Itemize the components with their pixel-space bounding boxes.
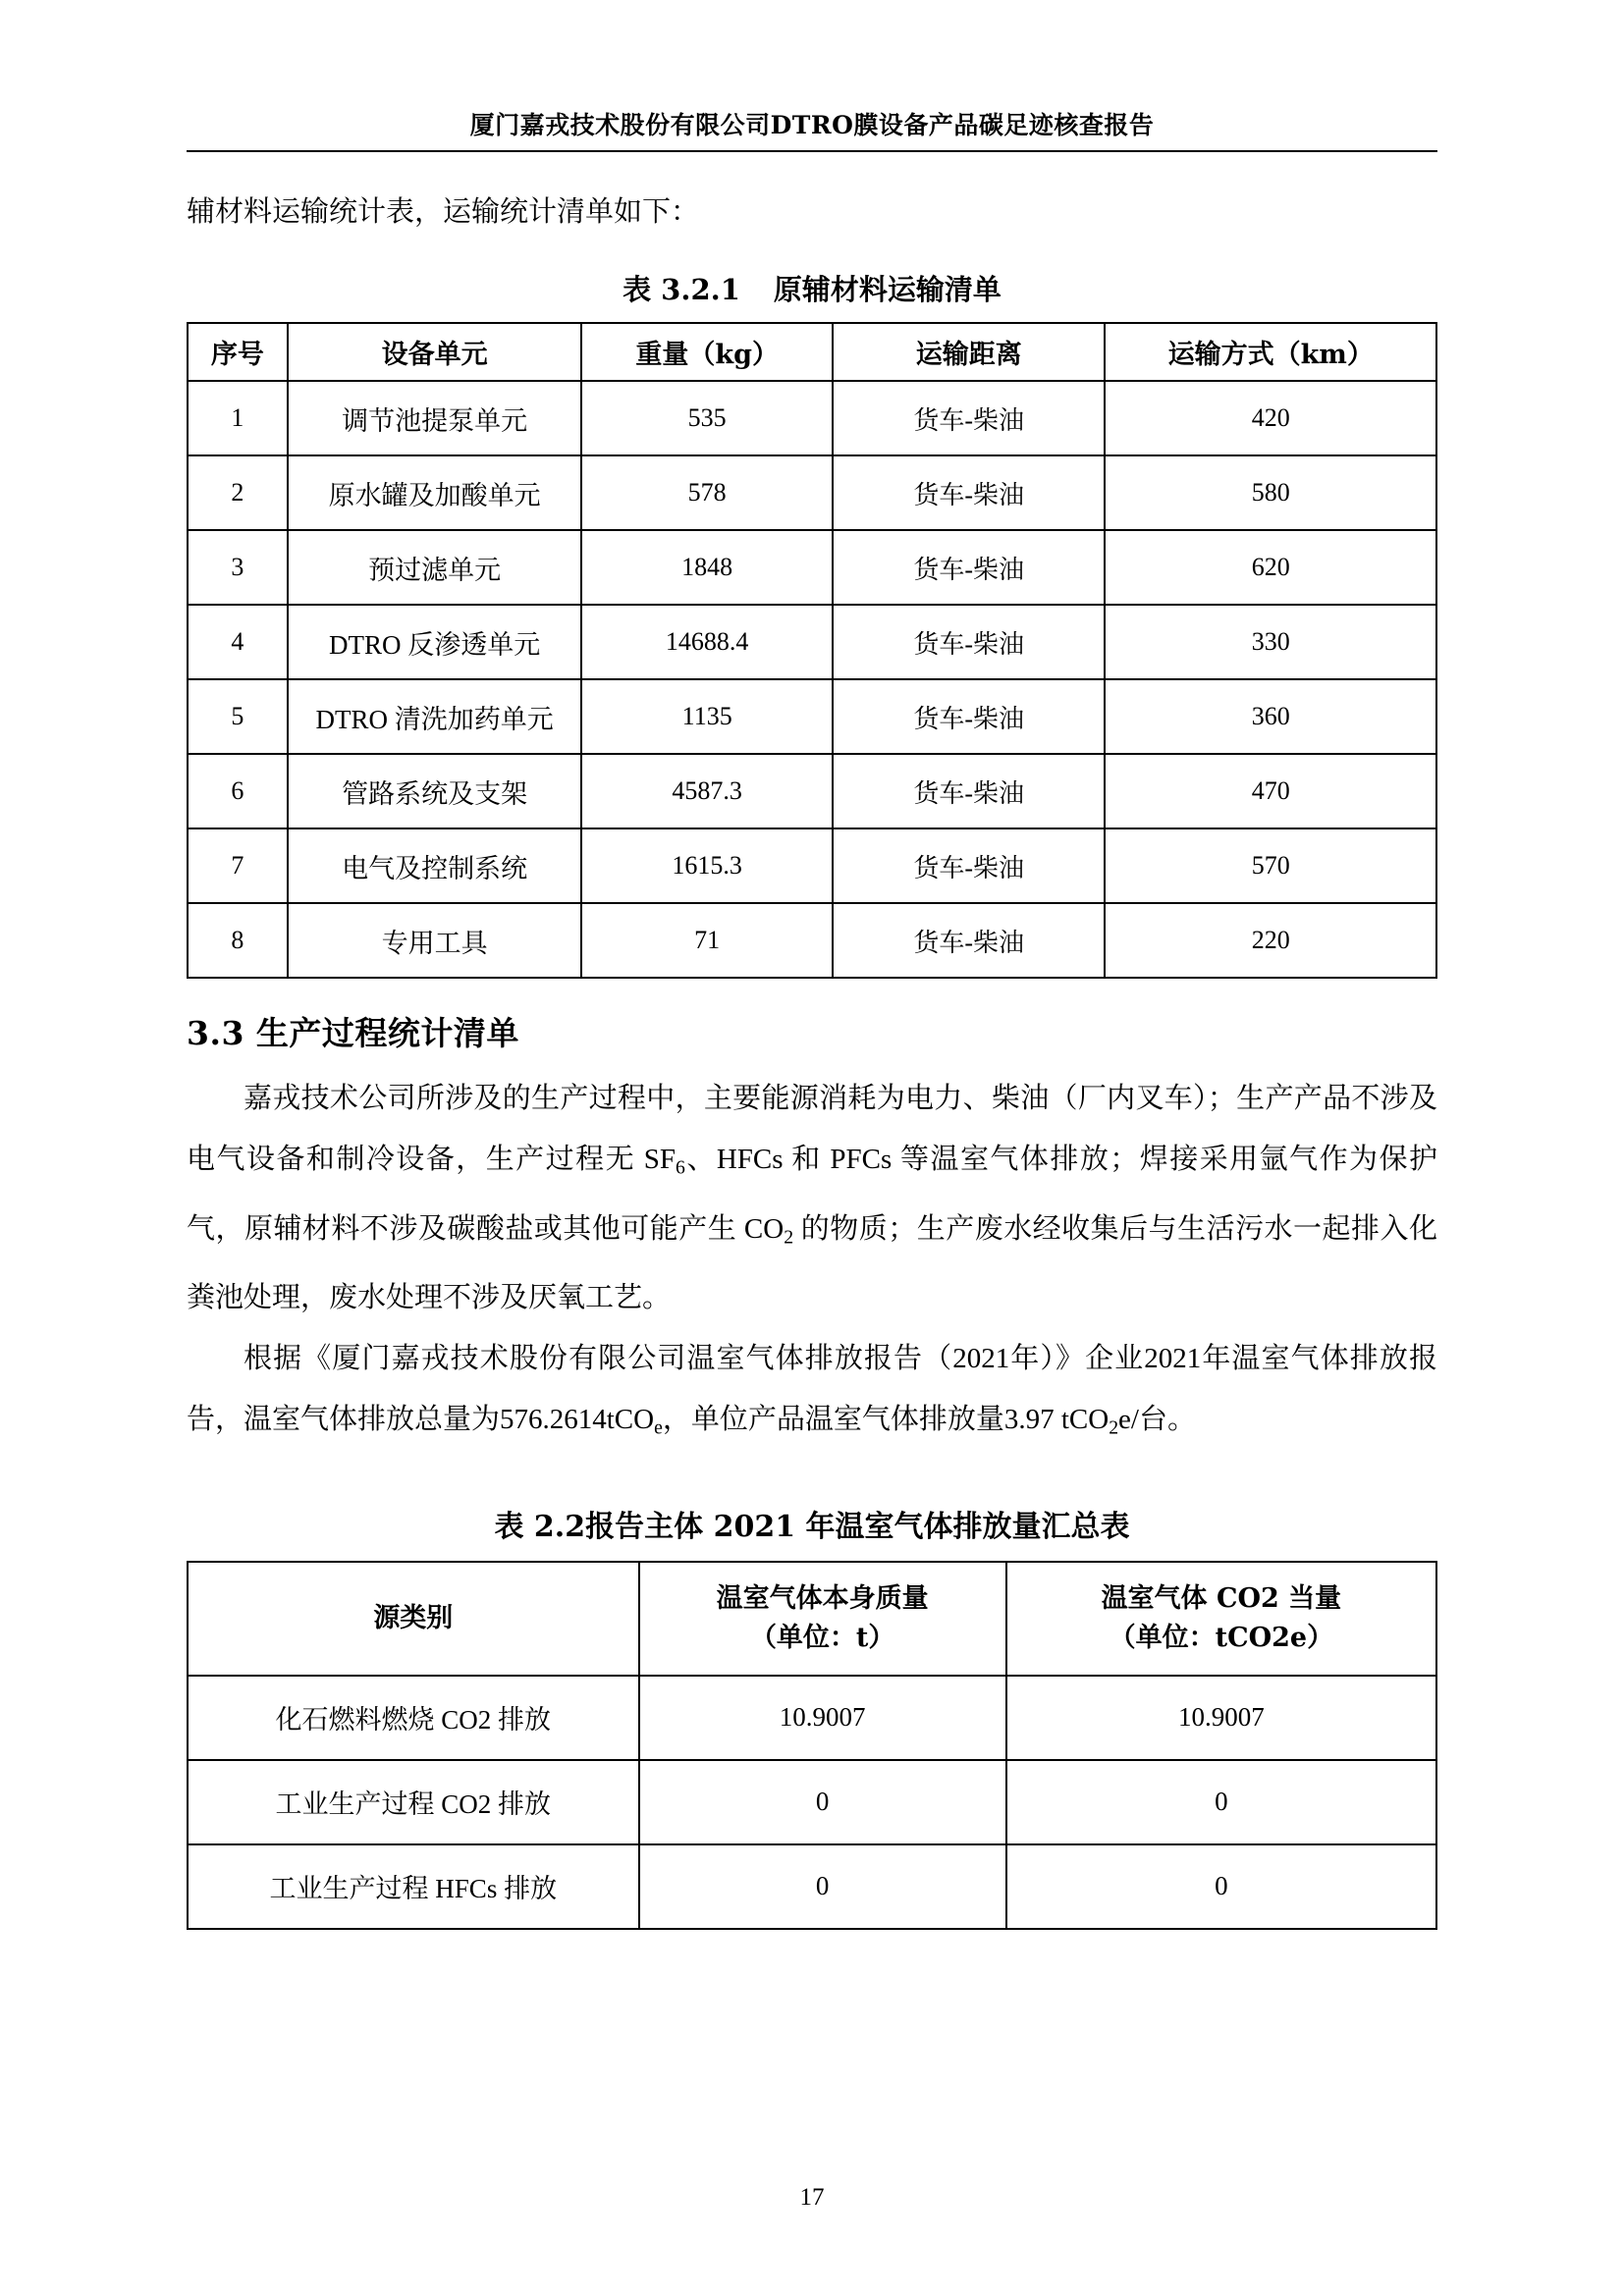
para1-part-b: 、HFCs 和 PFCs 等温室气体排放；焊接采用氩气作为保护气，原辅材料不涉及碳酸盐或其他可能产生 CO	[187, 1144, 1437, 1245]
cell-unit: DTRO 反渗透单元	[288, 605, 582, 679]
cell-weight: 14688.4	[581, 605, 833, 679]
cell-unit: 专用工具	[288, 903, 582, 978]
table-row	[188, 1844, 1436, 1929]
cell-weight: 1615.3	[581, 828, 833, 903]
para2-subscript-1: e	[654, 1416, 663, 1439]
cell-weight: 1848	[581, 530, 833, 605]
table-row	[188, 530, 1436, 605]
header-divider	[187, 150, 1437, 152]
cell-index: 2	[188, 455, 288, 530]
table-row	[188, 455, 1436, 530]
cell-unit: 管路系统及支架	[288, 754, 582, 828]
section33-paragraph-2	[187, 1328, 1437, 1459]
th-index: 序号	[188, 323, 288, 381]
para1-part-c: 的物质；生产废水经收集后与生活污水一起排入化粪池处理，废水处理不涉及厌氧工艺。	[187, 1212, 1437, 1314]
cell-distance: 货车-柴油	[833, 455, 1105, 530]
cell-distance: 货车-柴油	[833, 381, 1105, 455]
th-co2e-line2: （单位：tCO2e）	[1109, 1622, 1334, 1653]
cell-source: 工业生产过程 HFCs 排放	[188, 1844, 639, 1929]
intro-paragraph: 辅材料运输统计表，运输统计清单如下：	[187, 196, 700, 228]
table-row	[188, 754, 1436, 828]
para1-subscript-1: 6	[676, 1156, 685, 1179]
cell-distance: 货车-柴油	[833, 679, 1105, 754]
cell-mass: 0	[639, 1844, 1006, 1929]
table-row	[188, 679, 1436, 754]
cell-co2e: 0	[1006, 1844, 1436, 1929]
th-equipment-unit: 设备单元	[288, 323, 582, 381]
cell-mode: 470	[1105, 754, 1436, 828]
para2-part-a: 根据《厦门嘉戎技术股份有限公司温室气体排放报告（2021年）》企业2021年温室气体排放报告，温室气体排放总量为576.2614tCO	[187, 1343, 1437, 1436]
cell-source: 工业生产过程 CO2 排放	[188, 1760, 639, 1844]
table1-caption-title: 原辅材料运输清单	[773, 273, 1001, 306]
th-mode: 运输方式（km）	[1105, 323, 1436, 381]
cell-mode: 220	[1105, 903, 1436, 978]
para2-part-c: e/台。	[1118, 1404, 1196, 1436]
table-row	[188, 903, 1436, 978]
page-number: 17	[799, 2184, 825, 2211]
table2-caption	[187, 1502, 1437, 1545]
cell-unit: 预过滤单元	[288, 530, 582, 605]
th-distance: 运输距离	[833, 323, 1105, 381]
table-row	[188, 1760, 1436, 1844]
table2-caption-number: 表 2.2	[494, 1509, 586, 1544]
cell-index: 3	[188, 530, 288, 605]
cell-unit: 调节池提泵单元	[288, 381, 582, 455]
cell-distance: 货车-柴油	[833, 754, 1105, 828]
cell-weight: 535	[581, 381, 833, 455]
cell-index: 1	[188, 381, 288, 455]
cell-weight: 4587.3	[581, 754, 833, 828]
cell-weight: 1135	[581, 679, 833, 754]
cell-co2e: 0	[1006, 1760, 1436, 1844]
table-row	[188, 828, 1436, 903]
table-header-row	[188, 323, 1436, 381]
section-heading-3-3: 3.3 生产过程统计清单	[187, 1014, 519, 1052]
table2-caption-title: 报告主体 2021 年温室气体排放量汇总表	[585, 1509, 1130, 1544]
cell-index: 4	[188, 605, 288, 679]
para2-subscript-2: 2	[1109, 1416, 1119, 1439]
transport-inventory-table	[187, 322, 1437, 979]
cell-mode: 570	[1105, 828, 1436, 903]
cell-mode: 420	[1105, 381, 1436, 455]
ghg-summary-table	[187, 1561, 1437, 1930]
header-title: 厦门嘉戎技术股份有限公司DTRO膜设备产品碳足迹核查报告	[469, 111, 1155, 139]
th-co2e-line1: 温室气体 CO2 当量	[1101, 1582, 1342, 1614]
th-source-category: 源类别	[188, 1562, 639, 1676]
cell-weight: 578	[581, 455, 833, 530]
th-ghg-mass-line1: 温室气体本身质量	[716, 1582, 929, 1614]
cell-weight: 71	[581, 903, 833, 978]
cell-distance: 货车-柴油	[833, 903, 1105, 978]
cell-mass: 10.9007	[639, 1676, 1006, 1760]
para2-part-b: ，单位产品温室气体排放量3.97 tCO	[662, 1404, 1110, 1436]
page-footer	[0, 2184, 1624, 2212]
cell-index: 8	[188, 903, 288, 978]
page-header	[187, 0, 1437, 141]
th-ghg-mass-line2: （单位：t）	[749, 1622, 895, 1653]
cell-mode: 330	[1105, 605, 1436, 679]
table-row	[188, 381, 1436, 455]
cell-index: 7	[188, 828, 288, 903]
cell-mode: 360	[1105, 679, 1436, 754]
th-co2e	[1006, 1562, 1436, 1676]
cell-index: 6	[188, 754, 288, 828]
table1-caption-number: 表 3.2.1	[623, 273, 740, 306]
cell-index: 5	[188, 679, 288, 754]
cell-source: 化石燃料燃烧 CO2 排放	[188, 1676, 639, 1760]
cell-distance: 货车-柴油	[833, 530, 1105, 605]
section33-paragraph-1	[187, 1068, 1437, 1328]
th-ghg-mass	[639, 1562, 1006, 1676]
cell-unit: DTRO 清洗加药单元	[288, 679, 582, 754]
para1-part-a: 嘉戎技术公司所涉及的生产过程中，主要能源消耗为电力、柴油（厂内叉车）；生产产品不涉及电气设备和制冷设备，生产过程无 SF	[187, 1083, 1437, 1175]
table1-caption	[187, 268, 1437, 308]
cell-distance: 货车-柴油	[833, 605, 1105, 679]
table-row	[188, 605, 1436, 679]
cell-co2e: 10.9007	[1006, 1676, 1436, 1760]
cell-unit: 电气及控制系统	[288, 828, 582, 903]
table-header-row	[188, 1562, 1436, 1676]
cell-mode: 620	[1105, 530, 1436, 605]
th-weight: 重量（kg）	[581, 323, 833, 381]
cell-distance: 货车-柴油	[833, 828, 1105, 903]
table-row	[188, 1676, 1436, 1760]
para1-subscript-2: 2	[784, 1226, 794, 1249]
cell-mass: 0	[639, 1760, 1006, 1844]
cell-unit: 原水罐及加酸单元	[288, 455, 582, 530]
cell-mode: 580	[1105, 455, 1436, 530]
